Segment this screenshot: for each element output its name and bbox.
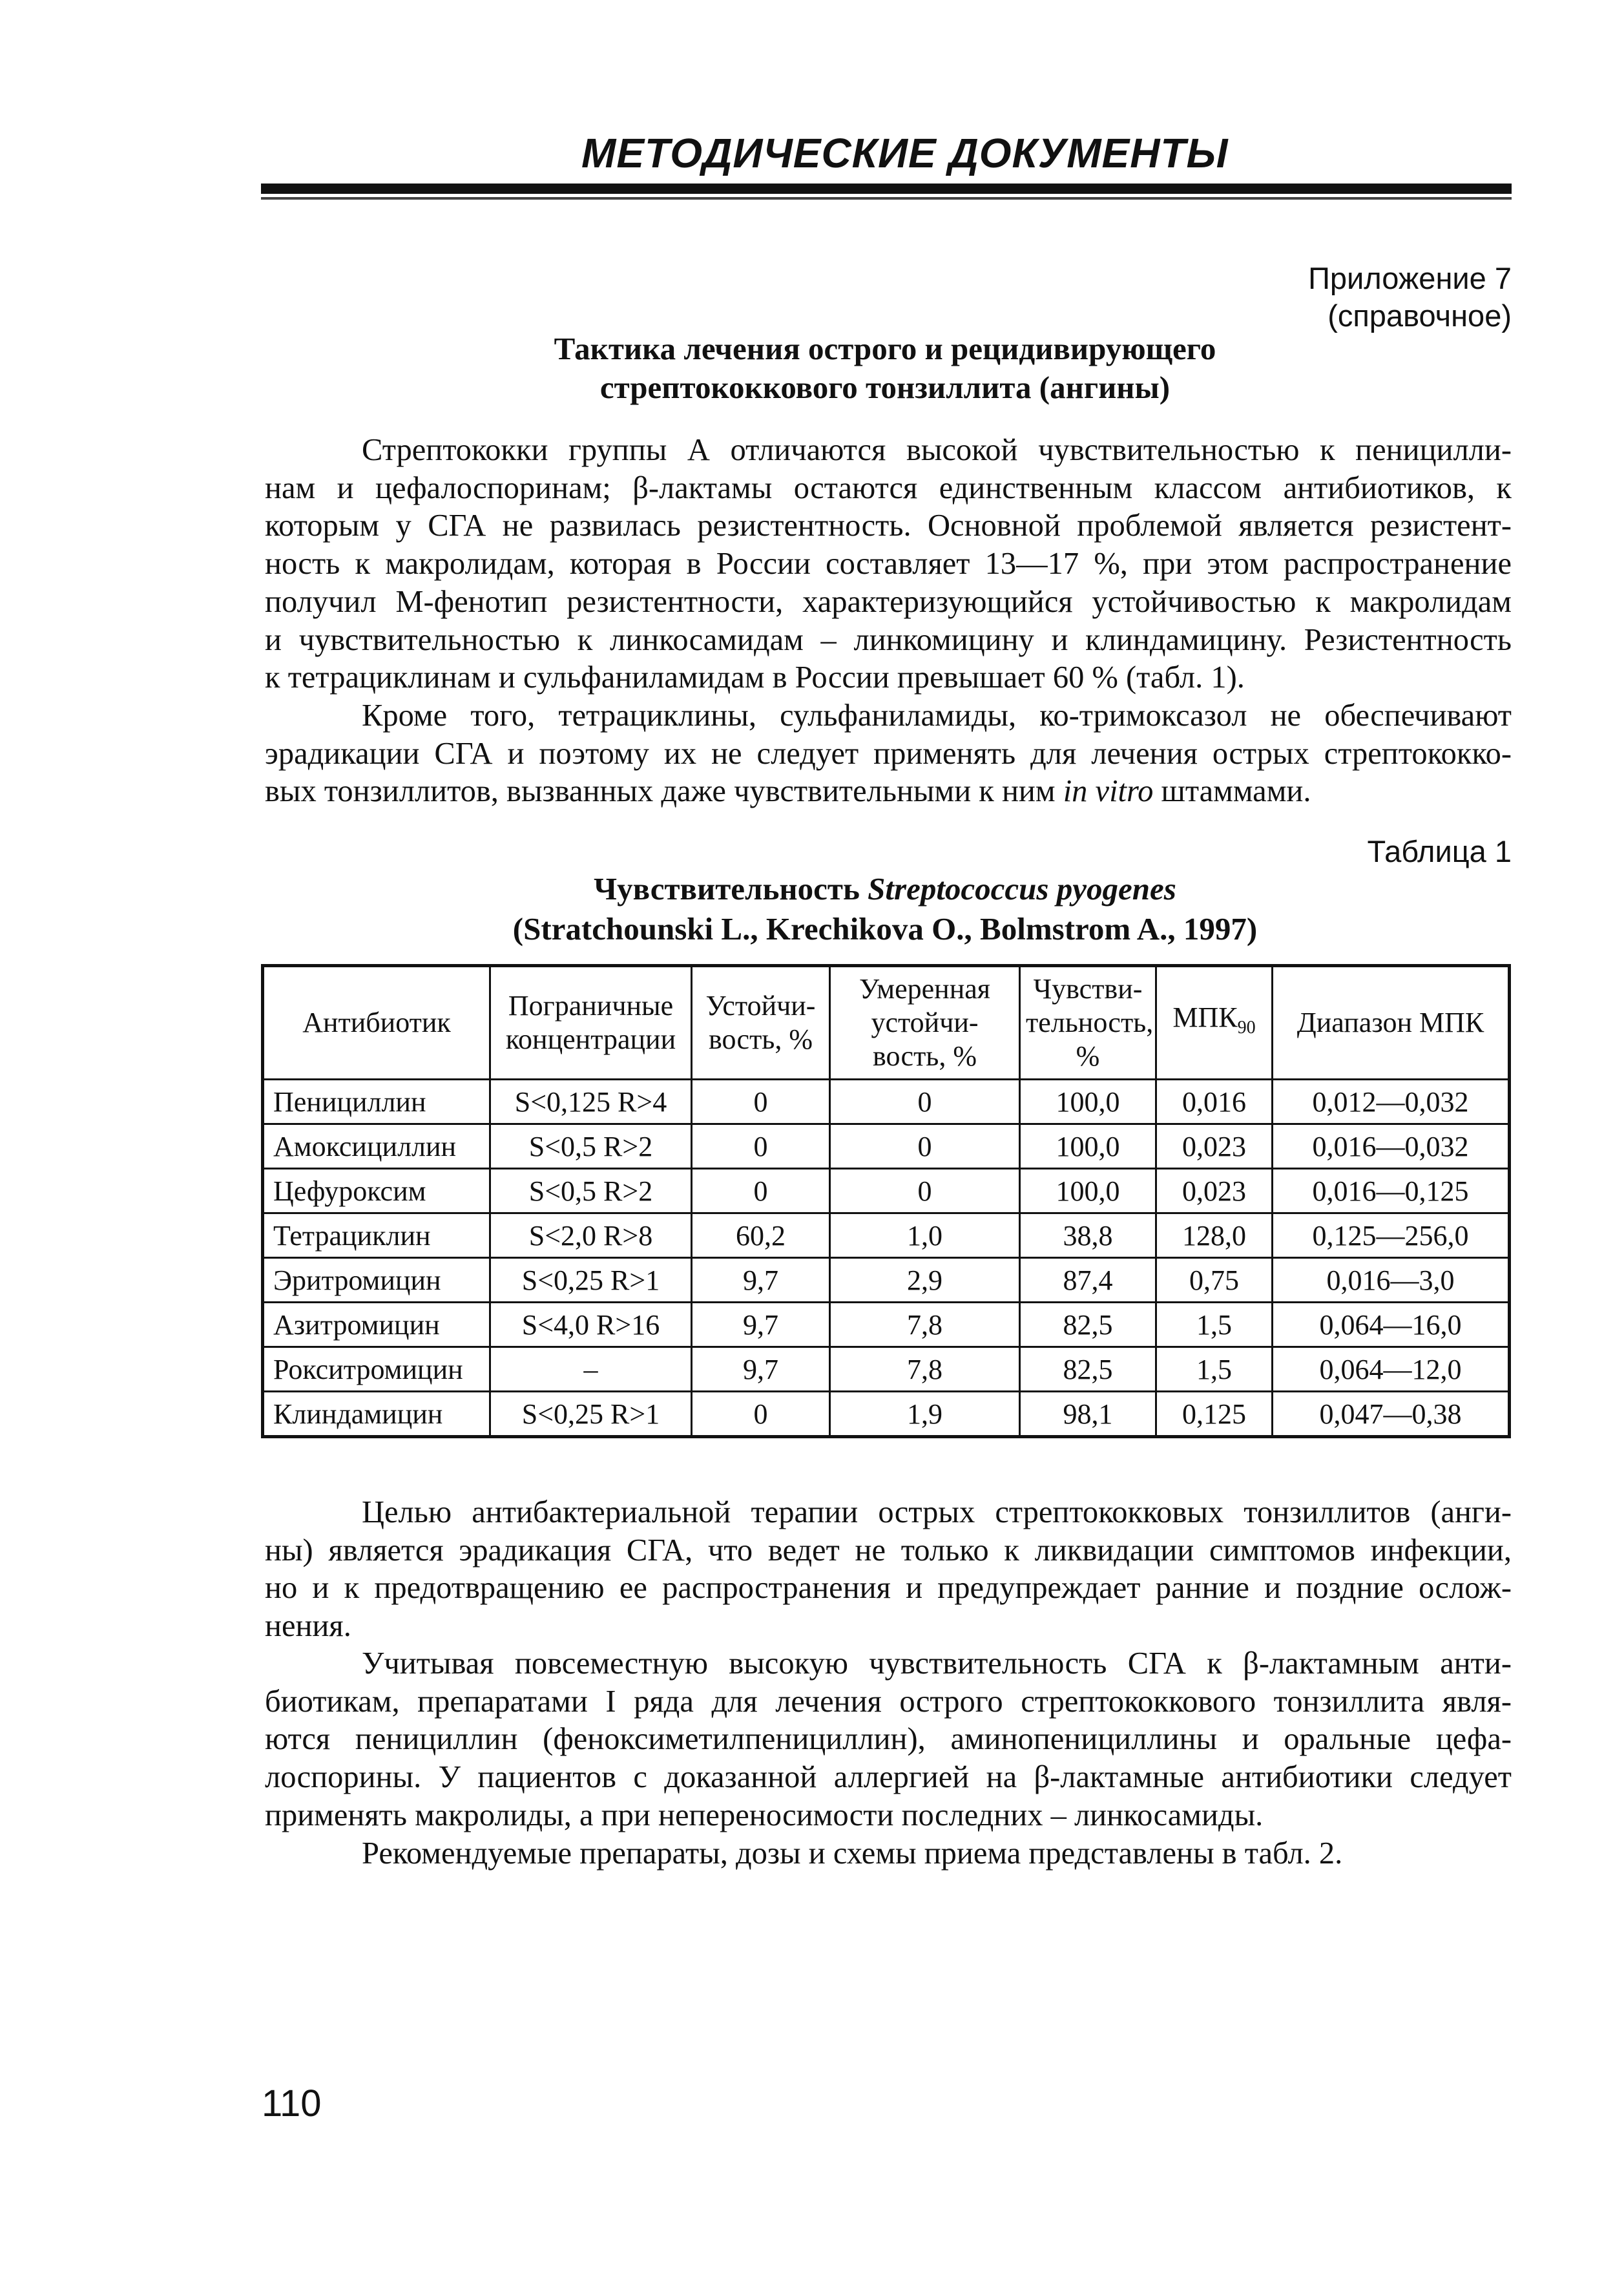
column-header-line: МПК [1172,1001,1238,1034]
text-line: нам и цефалоспоринам; β-лактамы остаются единственным классом антибиотиков, к [265,470,1512,505]
cell-intermediate: 7,8 [830,1347,1020,1392]
table-row [263,1213,1510,1258]
text-line: ны) является эрадикация СГА, что ведет не только к ликвидации симптомов инфекции, [265,1533,1512,1568]
text-line: получил М-фенотип резистентности, характеризующийся устойчивостью к макролидам [265,584,1512,619]
text-line: Стрептококки группы А отличаются высокой чувствительностью к пеницилли- [362,433,1512,467]
column-header: Диапазон МПК [1273,966,1510,1080]
table-header-row [263,966,1510,1080]
table-row [263,1080,1510,1124]
cell-antibiotic: Рокситромицин [263,1347,490,1392]
text-segment: вых тонзиллитов, вызванных даже чувствительными к ним [265,774,1056,809]
cell-mic90: 1,5 [1156,1303,1273,1347]
text-line: и чувствительностью к линкосамидам – линкомицину и клиндамицину. Резистентность [265,622,1512,657]
section-title-line: Тактика лечения острого и рецидивирующего [554,331,1216,366]
cell-resistance: 0 [692,1080,830,1124]
column-header-line: % [1076,1040,1100,1072]
column-header [1020,966,1156,1080]
cell-mic90: 0,023 [1156,1169,1273,1213]
page-number: 110 [262,2082,322,2124]
cell-breakpoints: S<0,25 R>1 [490,1258,692,1303]
susceptibility-table [261,964,1511,1438]
cell-mic-range: 0,016—0,125 [1273,1169,1510,1213]
cell-resistance: 0 [692,1124,830,1169]
column-header-line: Пограничные [508,990,674,1022]
cell-intermediate: 1,0 [830,1213,1020,1258]
cell-mic90: 0,75 [1156,1258,1273,1303]
cell-mic-range: 0,016—0,032 [1273,1124,1510,1169]
text-line: эрадикации СГА и поэтому их не следует применять для лечения острых стрептококко- [265,736,1512,771]
cell-mic-range: 0,064—16,0 [1273,1303,1510,1347]
closing-paragraph-1 [265,1494,1512,1646]
cell-breakpoints: – [490,1347,692,1392]
table-row [263,1392,1510,1437]
table-row [263,1124,1510,1169]
cell-intermediate: 7,8 [830,1303,1020,1347]
text-segment: штаммами. [1161,774,1311,809]
column-header [1156,966,1273,1080]
text-line: Целью антибактериальной терапии острых стрептококковых тонзиллитов (анги- [362,1495,1512,1529]
table-row [263,1303,1510,1347]
column-header: Антибиотик [263,966,490,1080]
cell-resistance: 60,2 [692,1213,830,1258]
closing-paragraph-2 [265,1645,1512,1835]
text-line: применять макролиды, а при непереносимости последних – линкосамиды. [265,1798,1264,1832]
column-header [692,966,830,1080]
appendix-number: Приложение 7 [1308,261,1512,295]
text-line: Кроме того, тетрациклины, сульфаниламиды, ко-тримоксазол не обеспечивают [362,698,1512,733]
cell-mic90: 0,125 [1156,1392,1273,1437]
cell-intermediate: 0 [830,1124,1020,1169]
cell-intermediate: 1,9 [830,1392,1020,1437]
table-title-species: Streptococcus pyogenes [868,871,1176,907]
table-title-prefix: Чувствительность [594,871,860,907]
text-line: Рекомендуемые препараты, дозы и схемы приема представлены в табл. 2. [362,1836,1343,1871]
cell-breakpoints: S<0,5 R>2 [490,1169,692,1213]
cell-susceptibility: 98,1 [1020,1392,1156,1437]
section-title [439,330,1331,407]
cell-mic90: 1,5 [1156,1347,1273,1392]
cell-mic90: 128,0 [1156,1213,1273,1258]
table-body [263,1080,1510,1437]
text-line [265,773,1512,811]
column-header-line: вость, % [872,1040,977,1072]
cell-intermediate: 0 [830,1080,1020,1124]
cell-breakpoints: S<2,0 R>8 [490,1213,692,1258]
cell-susceptibility: 82,5 [1020,1347,1156,1392]
cell-mic-range: 0,016—3,0 [1273,1258,1510,1303]
cell-antibiotic: Амоксициллин [263,1124,490,1169]
cell-antibiotic: Тетрациклин [263,1213,490,1258]
column-header-line: Умеренная [859,973,991,1005]
cell-susceptibility: 100,0 [1020,1169,1156,1213]
cell-resistance: 0 [692,1392,830,1437]
cell-susceptibility: 82,5 [1020,1303,1156,1347]
closing-paragraph-3 [265,1835,1512,1873]
cell-breakpoints: S<0,5 R>2 [490,1124,692,1169]
cell-intermediate: 0 [830,1169,1020,1213]
text-line: ются пенициллин (феноксиметилпенициллин), аминопенициллины и оральные цефа- [265,1722,1512,1757]
cell-intermediate: 2,9 [830,1258,1020,1303]
text-line: Учитывая повсеместную высокую чувствительность СГА к β-лактамным анти- [362,1646,1512,1681]
table-title-source: (Stratchounski L., Krechikova O., Bolmstrom A., 1997) [512,911,1258,947]
cell-antibiotic: Клиндамицин [263,1392,490,1437]
table-row [263,1258,1510,1303]
cell-susceptibility: 87,4 [1020,1258,1156,1303]
text-line: лоспорины. У пациентов с доказанной аллергией на β-лактамные антибиотики следует [265,1760,1512,1795]
intro-paragraph-2 [265,697,1512,811]
column-header-line: вость, % [708,1023,813,1055]
section-title-line: стрептококкового тонзиллита (ангины) [599,370,1171,405]
column-header-line: Устойчи- [705,990,816,1022]
table-title-line-1 [388,869,1382,909]
table-row [263,1347,1510,1392]
column-header-line: устойчи- [871,1007,979,1038]
appendix-type: (справочное) [1327,299,1512,333]
column-header-line: тельность, [1026,1007,1154,1038]
cell-resistance: 0 [692,1169,830,1213]
cell-mic90: 0,023 [1156,1124,1273,1169]
column-header [830,966,1020,1080]
header-rule-thick [261,184,1512,194]
column-header [490,966,692,1080]
cell-breakpoints: S<0,125 R>4 [490,1080,692,1124]
cell-antibiotic: Азитромицин [263,1303,490,1347]
intro-paragraph-1 [265,432,1512,697]
table-row [263,1169,1510,1213]
cell-resistance: 9,7 [692,1303,830,1347]
cell-mic-range: 0,012—0,032 [1273,1080,1510,1124]
column-header-line: концентрации [505,1023,676,1055]
cell-resistance: 9,7 [692,1347,830,1392]
text-line: к тетрациклинам и сульфаниламидам в России превышает 60 % (табл. 1). [265,660,1245,695]
header-rule-thin [261,197,1512,200]
latin-term: in vitro [1063,774,1154,809]
text-line: ность к макролидам, которая в России составляет 13—17 %, при этом распространение [265,547,1512,582]
cell-mic90: 0,016 [1156,1080,1273,1124]
cell-breakpoints: S<0,25 R>1 [490,1392,692,1437]
cell-antibiotic: Эритромицин [263,1258,490,1303]
text-line: биотикам, препаратами I ряда для лечения острого стрептококкового тонзиллита явля- [265,1684,1512,1719]
cell-antibiotic: Пенициллин [263,1080,490,1124]
cell-susceptibility: 38,8 [1020,1213,1156,1258]
text-line: которым у СГА не развилась резистентность. Основной проблемой является резистент- [265,509,1512,543]
column-header-subscript: 90 [1237,1017,1256,1038]
cell-susceptibility: 100,0 [1020,1080,1156,1124]
cell-susceptibility: 100,0 [1020,1124,1156,1169]
cell-mic-range: 0,125—256,0 [1273,1213,1510,1258]
column-header-line: Чувстви- [1033,973,1143,1005]
appendix-label [1227,260,1512,335]
table-title [388,869,1382,949]
cell-resistance: 9,7 [692,1258,830,1303]
text-line: но и к предотвращению ее распространения и предупреждает ранние и поздние ослож- [265,1571,1512,1606]
cell-antibiotic: Цефуроксим [263,1169,490,1213]
text-line: нения. [265,1609,351,1644]
cell-breakpoints: S<4,0 R>16 [490,1303,692,1347]
running-header-title: МЕТОДИЧЕСКИЕ ДОКУМЕНТЫ [581,130,1229,176]
cell-mic-range: 0,047—0,38 [1273,1392,1510,1437]
cell-mic-range: 0,064—12,0 [1273,1347,1510,1392]
table-label: Таблица 1 [1367,834,1512,868]
